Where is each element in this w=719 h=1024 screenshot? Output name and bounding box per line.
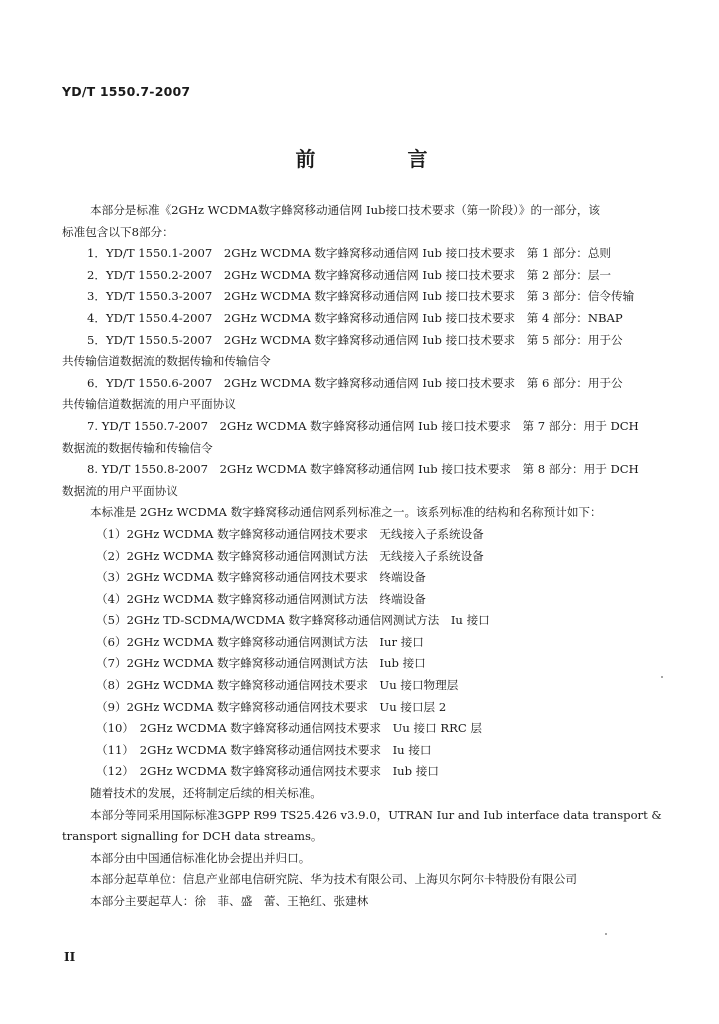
series-item-6: （6）2GHz WCDMA 数字蜂窝移动通信网测试方法 Iur 接口 xyxy=(96,634,424,649)
part-item-6-cont: 共传输信道数据流的用户平面协议 xyxy=(62,397,236,412)
part-item-1: 1．YD/T 1550.1-2007 2GHz WCDMA 数字蜂窝移动通信网 Iub 接口技术要求 第 1 部分：总则 xyxy=(87,246,612,261)
series-item-4: （4）2GHz WCDMA 数字蜂窝移动通信网测试方法 终端设备 xyxy=(96,591,426,606)
part-item-2: 2．YD/T 1550.2-2007 2GHz WCDMA 数字蜂窝移动通信网 Iub 接口技术要求 第 2 部分：层一 xyxy=(87,267,612,282)
part-item-4: 4．YD/T 1550.4-2007 2GHz WCDMA 数字蜂窝移动通信网 Iub 接口技术要求 第 4 部分：NBAP xyxy=(87,310,623,325)
page-title: 前 言 xyxy=(295,147,464,171)
intro-line-1: 本部分是标准《2GHz WCDMA数字蜂窝移动通信网 Iub接口技术要求（第一阶段）》的一部分，该 xyxy=(90,203,601,217)
tech-note: 随着技术的发展，还将制定后续的相关标准。 xyxy=(90,786,322,801)
proposer-line: 本部分由中国通信标准化协会提出并归口。 xyxy=(90,850,311,865)
adoption-line-1: 本部分等同采用国际标准3GPP R99 TS25.426 v3.9.0，UTRAN Iur and Iub interface data transport & xyxy=(90,807,662,822)
series-item-5: （5）2GHz TD-SCDMA/WCDMA 数字蜂窝移动通信网测试方法 Iu 接口 xyxy=(96,613,490,628)
series-intro: 本标准是 2GHz WCDMA 数字蜂窝移动通信网系列标准之一。该系列标准的结构和名称预计如下： xyxy=(90,505,602,520)
part-item-8: 8. YD/T 1550.8-2007 2GHz WCDMA 数字蜂窝移动通信网 Iub 接口技术要求 第 8 部分：用于 DCH xyxy=(87,462,639,477)
part-item-5-cont: 共传输信道数据流的数据传输和传输信令 xyxy=(62,354,271,369)
series-item-7: （7）2GHz WCDMA 数字蜂窝移动通信网测试方法 Iub 接口 xyxy=(96,656,426,671)
series-item-8: （8）2GHz WCDMA 数字蜂窝移动通信网技术要求 Uu 接口物理层 xyxy=(96,678,459,693)
scan-speck xyxy=(605,933,607,935)
drafting-units-line: 本部分起草单位：信息产业部电信研究院、华为技术有限公司、上海贝尔阿尔卡特股份有限公司 xyxy=(90,872,577,887)
adoption-line-2: transport signalling for DCH data streams。 xyxy=(62,829,323,844)
series-item-3: （3）2GHz WCDMA 数字蜂窝移动通信网技术要求 终端设备 xyxy=(96,570,426,585)
scan-speck xyxy=(661,676,663,678)
series-item-9: （9）2GHz WCDMA 数字蜂窝移动通信网技术要求 Uu 接口层 2 xyxy=(96,699,447,714)
foreword-body xyxy=(62,200,662,913)
part-item-3: 3．YD/T 1550.3-2007 2GHz WCDMA 数字蜂窝移动通信网 Iub 接口技术要求 第 3 部分：信令传输 xyxy=(87,289,635,304)
series-item-2: （2）2GHz WCDMA 数字蜂窝移动通信网测试方法 无线接入子系统设备 xyxy=(96,548,484,563)
part-item-5: 5．YD/T 1550.5-2007 2GHz WCDMA 数字蜂窝移动通信网 Iub 接口技术要求 第 5 部分：用于公 xyxy=(87,332,623,347)
series-item-12: （12） 2GHz WCDMA 数字蜂窝移动通信网技术要求 Iub 接口 xyxy=(96,764,439,779)
series-item-10: （10） 2GHz WCDMA 数字蜂窝移动通信网技术要求 Uu 接口 RRC 层 xyxy=(96,721,483,736)
page-number: II xyxy=(64,950,76,964)
part-item-7-cont: 数据流的数据传输和传输信令 xyxy=(62,440,213,455)
intro-line-2: 标准包含以下8部分： xyxy=(62,224,174,239)
part-item-8-cont: 数据流的用户平面协议 xyxy=(62,483,178,498)
part-item-6: 6．YD/T 1550.6-2007 2GHz WCDMA 数字蜂窝移动通信网 Iub 接口技术要求 第 6 部分：用于公 xyxy=(87,375,623,390)
part-item-7: 7. YD/T 1550.7-2007 2GHz WCDMA 数字蜂窝移动通信网 Iub 接口技术要求 第 7 部分：用于 DCH xyxy=(87,418,639,433)
series-item-1: （1）2GHz WCDMA 数字蜂窝移动通信网技术要求 无线接入子系统设备 xyxy=(96,526,484,541)
standard-code: YD/T 1550.7-2007 xyxy=(62,84,191,99)
series-item-11: （11） 2GHz WCDMA 数字蜂窝移动通信网技术要求 Iu 接口 xyxy=(96,742,432,757)
drafters-line: 本部分主要起草人：徐 菲、盛 蕾、王艳红、张建林 xyxy=(90,894,369,908)
